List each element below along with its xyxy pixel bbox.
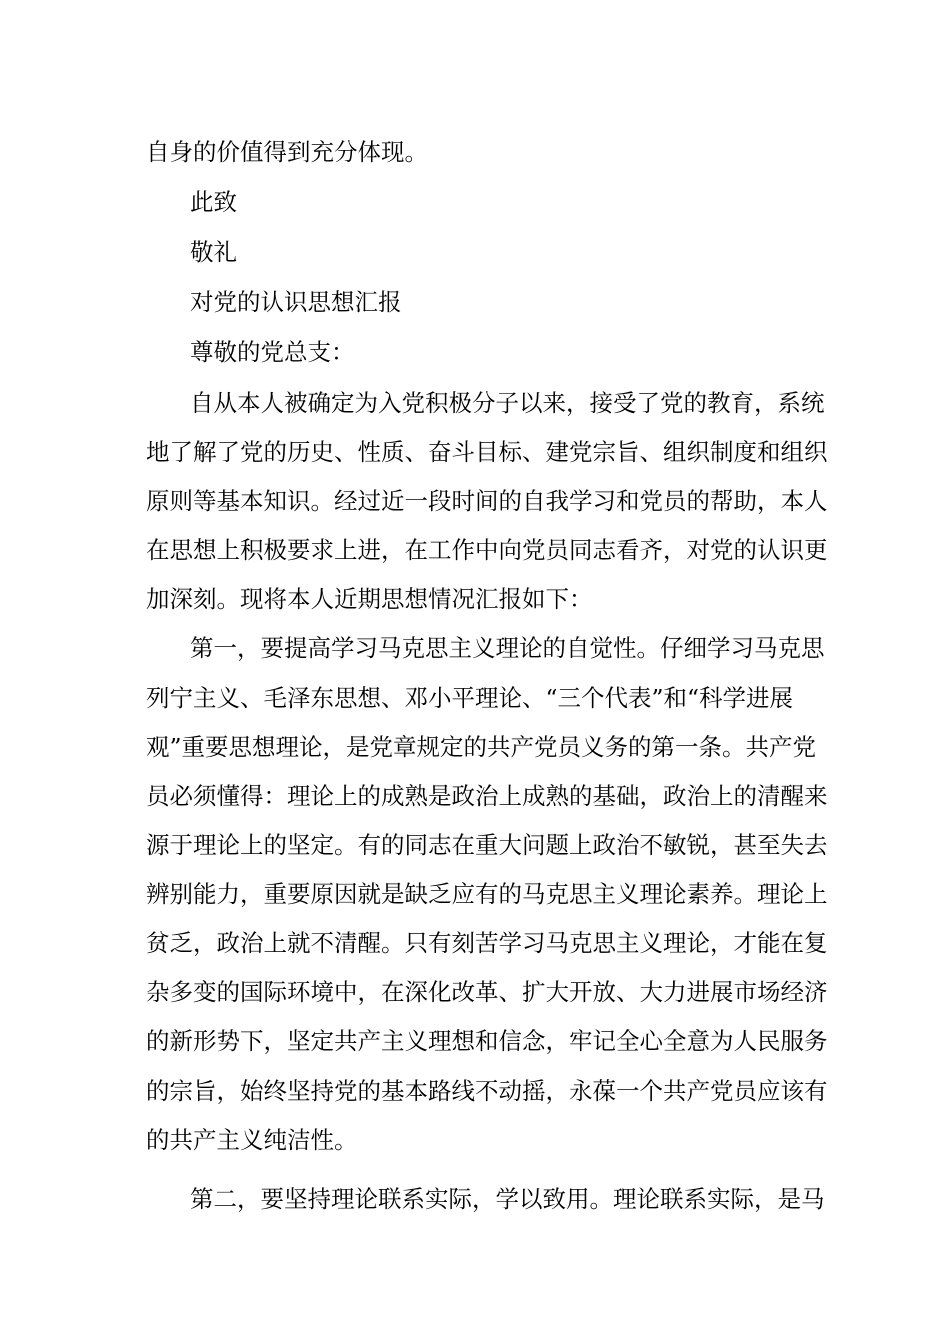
text-line: 的新形势下，坚定共产主义理想和信念，牢记全心全意为人民服务: [146, 1027, 828, 1055]
text-line: 对党的认识思想汇报: [190, 288, 402, 316]
text-line: 自从本人被确定为入党积极分子以来，接受了党的教育，系统: [190, 389, 825, 417]
text-line: 源于理论上的坚定。有的同志在重大问题上政治不敏锐，甚至失去: [146, 831, 828, 859]
text-line: 原则等基本知识。经过近一段时间的自我学习和党员的帮助，本人: [146, 487, 828, 515]
text-line: 贫乏，政治上就不清醒。只有刻苦学习马克思主义理论，才能在复: [146, 929, 828, 957]
text-line: 杂多变的国际环境中，在深化改革、扩大开放、大力进展市场经济: [146, 978, 828, 1006]
text-line: 的宗旨，始终坚持党的基本路线不动摇，永葆一个共产党员应该有: [146, 1077, 828, 1105]
text-line: 此致: [190, 188, 237, 216]
text-line: 列宁主义、毛泽东思想、邓小平理论、“三个代表”和“科学进展: [146, 684, 794, 712]
text-line: 地了解了党的历史、性质、奋斗目标、建党宗旨、组织制度和组织: [146, 438, 828, 466]
text-line: 敬礼: [190, 238, 237, 266]
text-line: 第一，要提高学习马克思主义理论的自觉性。仔细学习马克思: [190, 634, 825, 662]
text-line: 加深刻。现将本人近期思想情况汇报如下：: [146, 585, 593, 613]
text-line: 观”重要思想理论，是党章规定的共产党员义务的第一条。共产党: [146, 733, 817, 761]
text-line: 的共产主义纯洁性。: [146, 1126, 358, 1154]
text-line: 自身的价值得到充分体现。: [146, 138, 428, 166]
text-line: 员必须懂得：理论上的成熟是政治上成熟的基础，政治上的清醒来: [146, 782, 828, 810]
text-line: 在思想上积极要求上进，在工作中向党员同志看齐，对党的认识更: [146, 536, 828, 564]
text-line: 辨别能力，重要原因就是缺乏应有的马克思主义理论素养。理论上: [146, 880, 828, 908]
text-line: 尊敬的党总支：: [190, 338, 355, 366]
text-line: 第二，要坚持理论联系实际，学以致用。理论联系实际，是马: [190, 1185, 825, 1213]
